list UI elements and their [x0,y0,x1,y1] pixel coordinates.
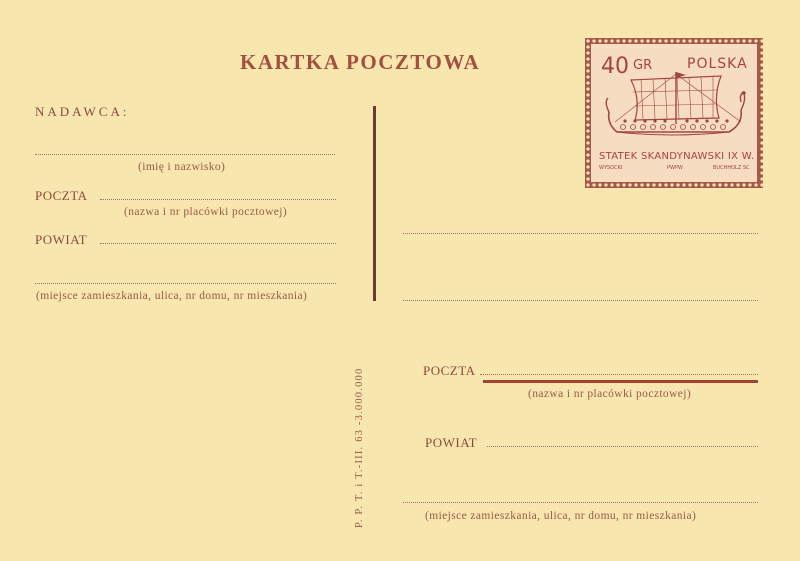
sender-post-line[interactable] [100,199,336,200]
stamp-caption: STATEK SKANDYNAWSKI IX W. [599,151,755,162]
recipient-county-label: POWIAT [425,435,478,450]
printer-code: P. P. T. i T.-III. 63 -3.000.000 [354,367,365,528]
recipient-address-line[interactable] [403,502,758,503]
stamp-value: 40 [601,54,629,79]
sender-county-line[interactable] [100,243,336,244]
recipient-line-1[interactable] [403,233,758,234]
sender-name-caption: (imię i nazwisko) [138,161,226,173]
stamp-credit-mid: PWPW [667,165,683,171]
stamp-currency: GR [633,58,653,73]
stamp-credit-right: BUCHHOLZ SC [713,165,750,171]
sender-post-label: POCZTA [35,188,88,203]
sender-address-caption: (miejsce zamieszkania, ulica, nr domu, nr mieszkania) [36,290,308,302]
recipient-address-caption: (miejsce zamieszkania, ulica, nr domu, nr mieszkania) [425,510,697,522]
sender-heading: NADAWCA: [35,104,130,119]
viking-ship-icon [601,72,751,147]
stamp-country: POLSKA [687,56,748,72]
recipient-post-caption: (nazwa i nr placówki pocztowej) [528,388,692,400]
stamp-credit-left: WYSOCKI [599,165,623,171]
sender-address-line[interactable] [35,283,336,284]
sender-name-line[interactable] [35,154,335,155]
card-title: KARTKA POCZTOWA [240,50,481,74]
recipient-line-2[interactable] [403,300,758,301]
sender-county-label: POWIAT [35,232,88,247]
postage-stamp [585,38,763,188]
stamp-face [590,43,758,183]
recipient-county-line[interactable] [487,446,758,447]
recipient-post-label: POCZTA [423,363,476,378]
vertical-divider [373,106,376,301]
sender-post-caption: (nazwa i nr placówki pocztowej) [124,206,288,218]
recipient-post-line[interactable] [480,374,758,375]
post-office-bar [483,380,758,383]
